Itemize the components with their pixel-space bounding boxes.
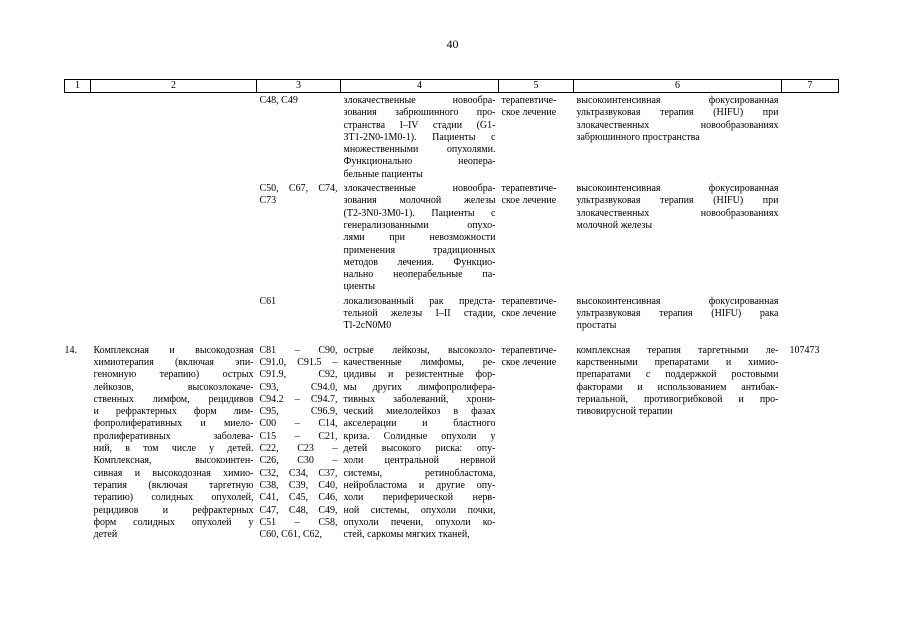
- cell-line: злокачественных новообразованиях: [576, 119, 779, 131]
- cell-line: C41, C45, C46,: [259, 492, 338, 504]
- cell-line: C48, C49: [259, 95, 298, 106]
- table-cell-col4: [341, 343, 499, 542]
- cell-line: C26, C30 –: [259, 455, 338, 467]
- cell-line: C22, C23 –: [259, 443, 338, 455]
- cell-line: ственных лимфом, рецидивов: [93, 393, 254, 405]
- cell-line: терапию) солидных опухолей,: [93, 492, 254, 504]
- cell-line: рецидивов и рефрактерных: [93, 504, 254, 516]
- cell-line: простаты: [576, 320, 617, 332]
- cell-line: Функционально неопера-: [343, 156, 496, 168]
- cell-line: высокоинтенсивная фокусированная: [576, 95, 779, 106]
- header-cell: 7: [782, 80, 839, 93]
- cell-line: зования молочной железы: [343, 195, 496, 207]
- cell-line: ультразвуковая терапия (HIFU) при: [576, 195, 779, 207]
- cell-line: холи периферической нерв-: [343, 492, 496, 504]
- cell-line: терапия (включая таргетную: [93, 479, 254, 491]
- cell-line: холи центральной нервной: [343, 455, 496, 467]
- table-cell-col4: [341, 294, 499, 333]
- cell-line: применения традиционных: [343, 244, 496, 256]
- cell-line: ний, в том числе у детей.: [93, 443, 254, 455]
- cell-line: локализованный рак предста-: [343, 295, 496, 307]
- header-cell: 5: [499, 80, 574, 93]
- cell-line: Комплексная и высокодозная: [93, 344, 254, 356]
- cell-line: стей, саркомы мягких тканей,: [343, 529, 470, 541]
- cell-line: ское лечение: [501, 107, 557, 119]
- cell-line: C47, C48, C49,: [259, 504, 338, 516]
- cell-line: терапевтиче-: [501, 183, 557, 195]
- row-number: 14.: [64, 344, 77, 356]
- cell-line: геномную терапию) острых: [93, 369, 254, 381]
- services-table: [64, 79, 839, 541]
- table-cell-col6: [574, 181, 782, 294]
- cell-line: лейкозов, высокозлокаче-: [93, 381, 254, 393]
- cell-line: C60, C61, C62,: [259, 529, 323, 541]
- table-cell-col6: [574, 294, 782, 333]
- cell-line: системы, ретинобластома,: [343, 467, 496, 479]
- cell-line: форм солидных опухолей у: [93, 516, 254, 528]
- cell-line: бельные пациенты: [343, 168, 423, 180]
- table-row: [65, 294, 839, 333]
- table-cell-col2: [91, 93, 257, 182]
- cell-line: карственными препаратами и химио-: [576, 356, 779, 368]
- cell-line: факторами и использованием антибак-: [576, 381, 779, 393]
- cell-line: циенты: [343, 281, 376, 293]
- table-header: [65, 80, 839, 93]
- header-cell: 6: [574, 80, 782, 93]
- cell-line: C50, C67, C74,: [259, 183, 338, 195]
- table-cell-col2: [91, 294, 257, 333]
- table-cell-col7: [782, 93, 839, 182]
- cell-line: забрюшинного пространства: [576, 131, 700, 143]
- table-cell-col7: [782, 294, 839, 333]
- cell-line: C15 – C21,: [259, 430, 338, 442]
- cell-line: Tl-2cN0M0: [343, 320, 392, 332]
- table-row: [65, 343, 839, 542]
- table-cell-col1: [65, 294, 91, 333]
- cell-line: тивовирусной терапии: [576, 406, 673, 418]
- cell-line: множественными опухолями.: [343, 144, 496, 156]
- cell-line: нально неоперабельные па-: [343, 269, 496, 281]
- cell-line: нейробластома и другие опу-: [343, 479, 496, 491]
- table-body: [65, 93, 839, 542]
- cell-line: генерализованными опухо-: [343, 219, 496, 231]
- cell-line: C91.0, C91.5 –: [259, 356, 338, 368]
- table-cell-col1: [65, 93, 91, 182]
- cell-line: тельной железы I–II стадии,: [343, 308, 496, 320]
- cell-line: злокачественные новообра-: [343, 95, 496, 106]
- cell-line: методов лечения. Функцио-: [343, 256, 496, 268]
- table-cell-col4: [341, 181, 499, 294]
- cell-line: препаратами с поддержкой ростовыми: [576, 369, 779, 381]
- cell-line: терапевтиче-: [501, 295, 557, 307]
- header-cell: 1: [65, 80, 91, 93]
- cell-line: пролиферативных заболева-: [93, 430, 254, 442]
- cell-line: злокачественные новообра-: [343, 183, 496, 195]
- cell-line: ультразвуковая терапия (HIFU) рака: [576, 308, 779, 320]
- table-cell-col7: [782, 343, 839, 542]
- cell-line: зования забрюшинного про-: [343, 107, 496, 119]
- table-cell-col1: [65, 181, 91, 294]
- row-spacer: [65, 333, 839, 343]
- cell-line: ское лечение: [501, 195, 557, 207]
- cell-line: лями при невозможности: [343, 232, 496, 244]
- cell-line: C38, C39, C40,: [259, 479, 338, 491]
- table-cell-col4: [341, 93, 499, 182]
- cell-line: молочной железы: [576, 219, 653, 231]
- cell-line: тивных заболеваний, хрони-: [343, 393, 496, 405]
- cell-line: (T2-3N0-3M0-1). Пациенты с: [343, 207, 496, 219]
- table-cell-col3: [257, 294, 341, 333]
- table-cell-col5: [499, 181, 574, 294]
- cell-line: мы других лимфопролифера-: [343, 381, 496, 393]
- cell-line: C32, C34, C37,: [259, 467, 338, 479]
- cell-line: C00 – C14,: [259, 418, 338, 430]
- cell-line: злокачественных новообразованиях: [576, 207, 779, 219]
- table-row: [65, 181, 839, 294]
- cell-line: C95, C96.9,: [259, 406, 338, 418]
- table-cell-col2: [91, 343, 257, 542]
- cell-line: Комплексная, высокоинтен-: [93, 455, 254, 467]
- header-cell: 4: [341, 80, 499, 93]
- table-cell-col7: [782, 181, 839, 294]
- table-cell-col3: [257, 93, 341, 182]
- table-cell-col5: [499, 93, 574, 182]
- cell-line: высокоинтенсивная фокусированная: [576, 295, 779, 307]
- cell-value: 107473: [789, 344, 820, 356]
- cell-line: комплексная терапия таргетными ле-: [576, 344, 779, 356]
- cell-line: цидивы и резистентные фор-: [343, 369, 496, 381]
- cell-line: острые лейкозы, высокозло-: [343, 344, 496, 356]
- cell-line: ультразвуковая терапия (HIFU) при: [576, 107, 779, 119]
- table-cell-col1: [65, 343, 91, 542]
- table-cell-col3: [257, 181, 341, 294]
- cell-line: детей: [93, 529, 118, 541]
- table-cell-col5: [499, 294, 574, 333]
- cell-line: сивная и высокодозная химио-: [93, 467, 254, 479]
- cell-line: ское лечение: [501, 308, 557, 320]
- cell-line: опухоли печени, опухоли ко-: [343, 516, 496, 528]
- cell-line: химиотерапия (включая эпи-: [93, 356, 254, 368]
- table-cell-col2: [91, 181, 257, 294]
- table-cell-col6: [574, 93, 782, 182]
- cell-line: акселерации и бластного: [343, 418, 496, 430]
- table-cell-col5: [499, 343, 574, 542]
- cell-line: C51 – C58,: [259, 516, 338, 528]
- cell-line: C73: [259, 195, 277, 207]
- header-cell: 2: [91, 80, 257, 93]
- cell-line: терапевтиче-: [501, 344, 557, 356]
- cell-line: C61: [259, 295, 277, 307]
- cell-line: странства I–IV стадии (G1-: [343, 119, 496, 131]
- table-cell-col3: [257, 343, 341, 542]
- cell-line: фопролиферативных и миело-: [93, 418, 254, 430]
- cell-line: ной системы, опухоли почки,: [343, 504, 496, 516]
- cell-line: C91.9, C92,: [259, 369, 338, 381]
- header-cell: 3: [257, 80, 341, 93]
- cell-line: ческий миелолейкоз в фазах: [343, 406, 496, 418]
- cell-line: и рефрактерных форм лим-: [93, 406, 254, 418]
- cell-line: детей высокого риска: опу-: [343, 443, 496, 455]
- page-number: 40: [446, 37, 459, 51]
- cell-line: высокоинтенсивная фокусированная: [576, 183, 779, 195]
- cell-line: C81 – C90,: [259, 344, 338, 356]
- cell-line: териальной, противогрибковой и про-: [576, 393, 779, 405]
- cell-line: ское лечение: [501, 356, 557, 368]
- cell-line: качественные лимфомы, ре-: [343, 356, 496, 368]
- cell-line: C94.2 – C94.7,: [259, 393, 338, 405]
- cell-line: терапевтиче-: [501, 95, 557, 106]
- cell-line: C93, C94.0,: [259, 381, 338, 393]
- cell-line: 3T1-2N0-1M0-1). Пациенты с: [343, 131, 496, 143]
- table-row: [65, 93, 839, 182]
- cell-line: криза. Солидные опухоли у: [343, 430, 496, 442]
- table-cell-col6: [574, 343, 782, 542]
